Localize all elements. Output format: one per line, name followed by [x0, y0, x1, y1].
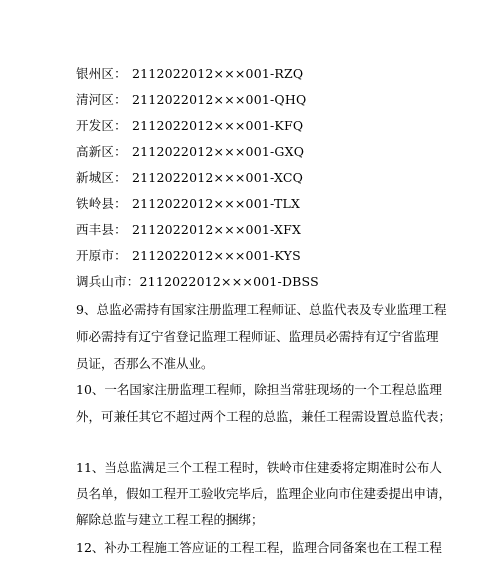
registration-code: 2112022012×××001-TLX — [132, 196, 301, 211]
district-label: 新城区： — [76, 170, 127, 185]
code-row-kaiyuan — [76, 248, 301, 264]
district-label: 高新区： — [76, 144, 127, 159]
district-label: 清河区： — [76, 92, 127, 107]
district-label: 开原市： — [76, 248, 127, 263]
code-row-yinzhou — [76, 66, 303, 82]
paragraph-line: 师必需持有辽宁省登记监理工程师证、监理员必需持有辽宁省监理 — [76, 329, 439, 344]
registration-code: 2112022012×××001-KFQ — [132, 118, 304, 133]
paragraph-line: 员证，否那么不准从业。 — [76, 356, 214, 371]
paragraph-line: 11、当总监满足三个工程工程时，铁岭市住建委将定期准时公布人 — [76, 460, 442, 475]
district-label: 调兵山市： — [76, 274, 140, 289]
code-row-kaifa — [76, 118, 303, 134]
district-label: 开发区： — [76, 118, 127, 133]
paragraph-line: 员名单，假如工程开工验收完毕后，监理企业向市住建委提出申请， — [76, 486, 452, 501]
district-label: 银州区： — [76, 66, 127, 81]
code-row-gaoxin — [76, 144, 304, 160]
code-row-qinghe — [76, 92, 306, 108]
code-row-diaobingshan — [76, 274, 319, 290]
paragraph-line: 9、总监必需持有国家注册监理工程师证、总监代表及专业监理工程 — [76, 302, 447, 317]
registration-code: 2112022012×××001-XCQ — [132, 170, 304, 185]
registration-code: 2112022012×××001-XFX — [132, 222, 302, 237]
paragraph-line: 10、一名国家注册监理工程师，除担当常驻现场的一个工程总监理 — [76, 382, 442, 397]
paragraph-line: 12、补办工程施工答应证的工程工程，监理合同备案也在工程工程 — [76, 540, 442, 555]
district-label: 西丰县： — [76, 222, 127, 237]
paragraph-line: 外，可兼任其它不超过两个工程的总监，兼任工程需设置总监代表； — [76, 409, 452, 424]
code-row-xincheng — [76, 170, 303, 186]
code-row-xifeng — [76, 222, 301, 238]
registration-code: 2112022012×××001-RZQ — [132, 66, 304, 81]
registration-code: 2112022012×××001-KYS — [132, 248, 301, 263]
code-row-tieling — [76, 196, 300, 212]
district-label: 铁岭县： — [76, 196, 127, 211]
registration-code: 2112022012×××001-QHQ — [132, 92, 307, 107]
registration-code: 2112022012×××001-DBSS — [139, 274, 319, 289]
registration-code: 2112022012×××001-GXQ — [132, 144, 305, 159]
paragraph-line: 解除总监与建立工程工程的捆绑； — [76, 512, 264, 527]
